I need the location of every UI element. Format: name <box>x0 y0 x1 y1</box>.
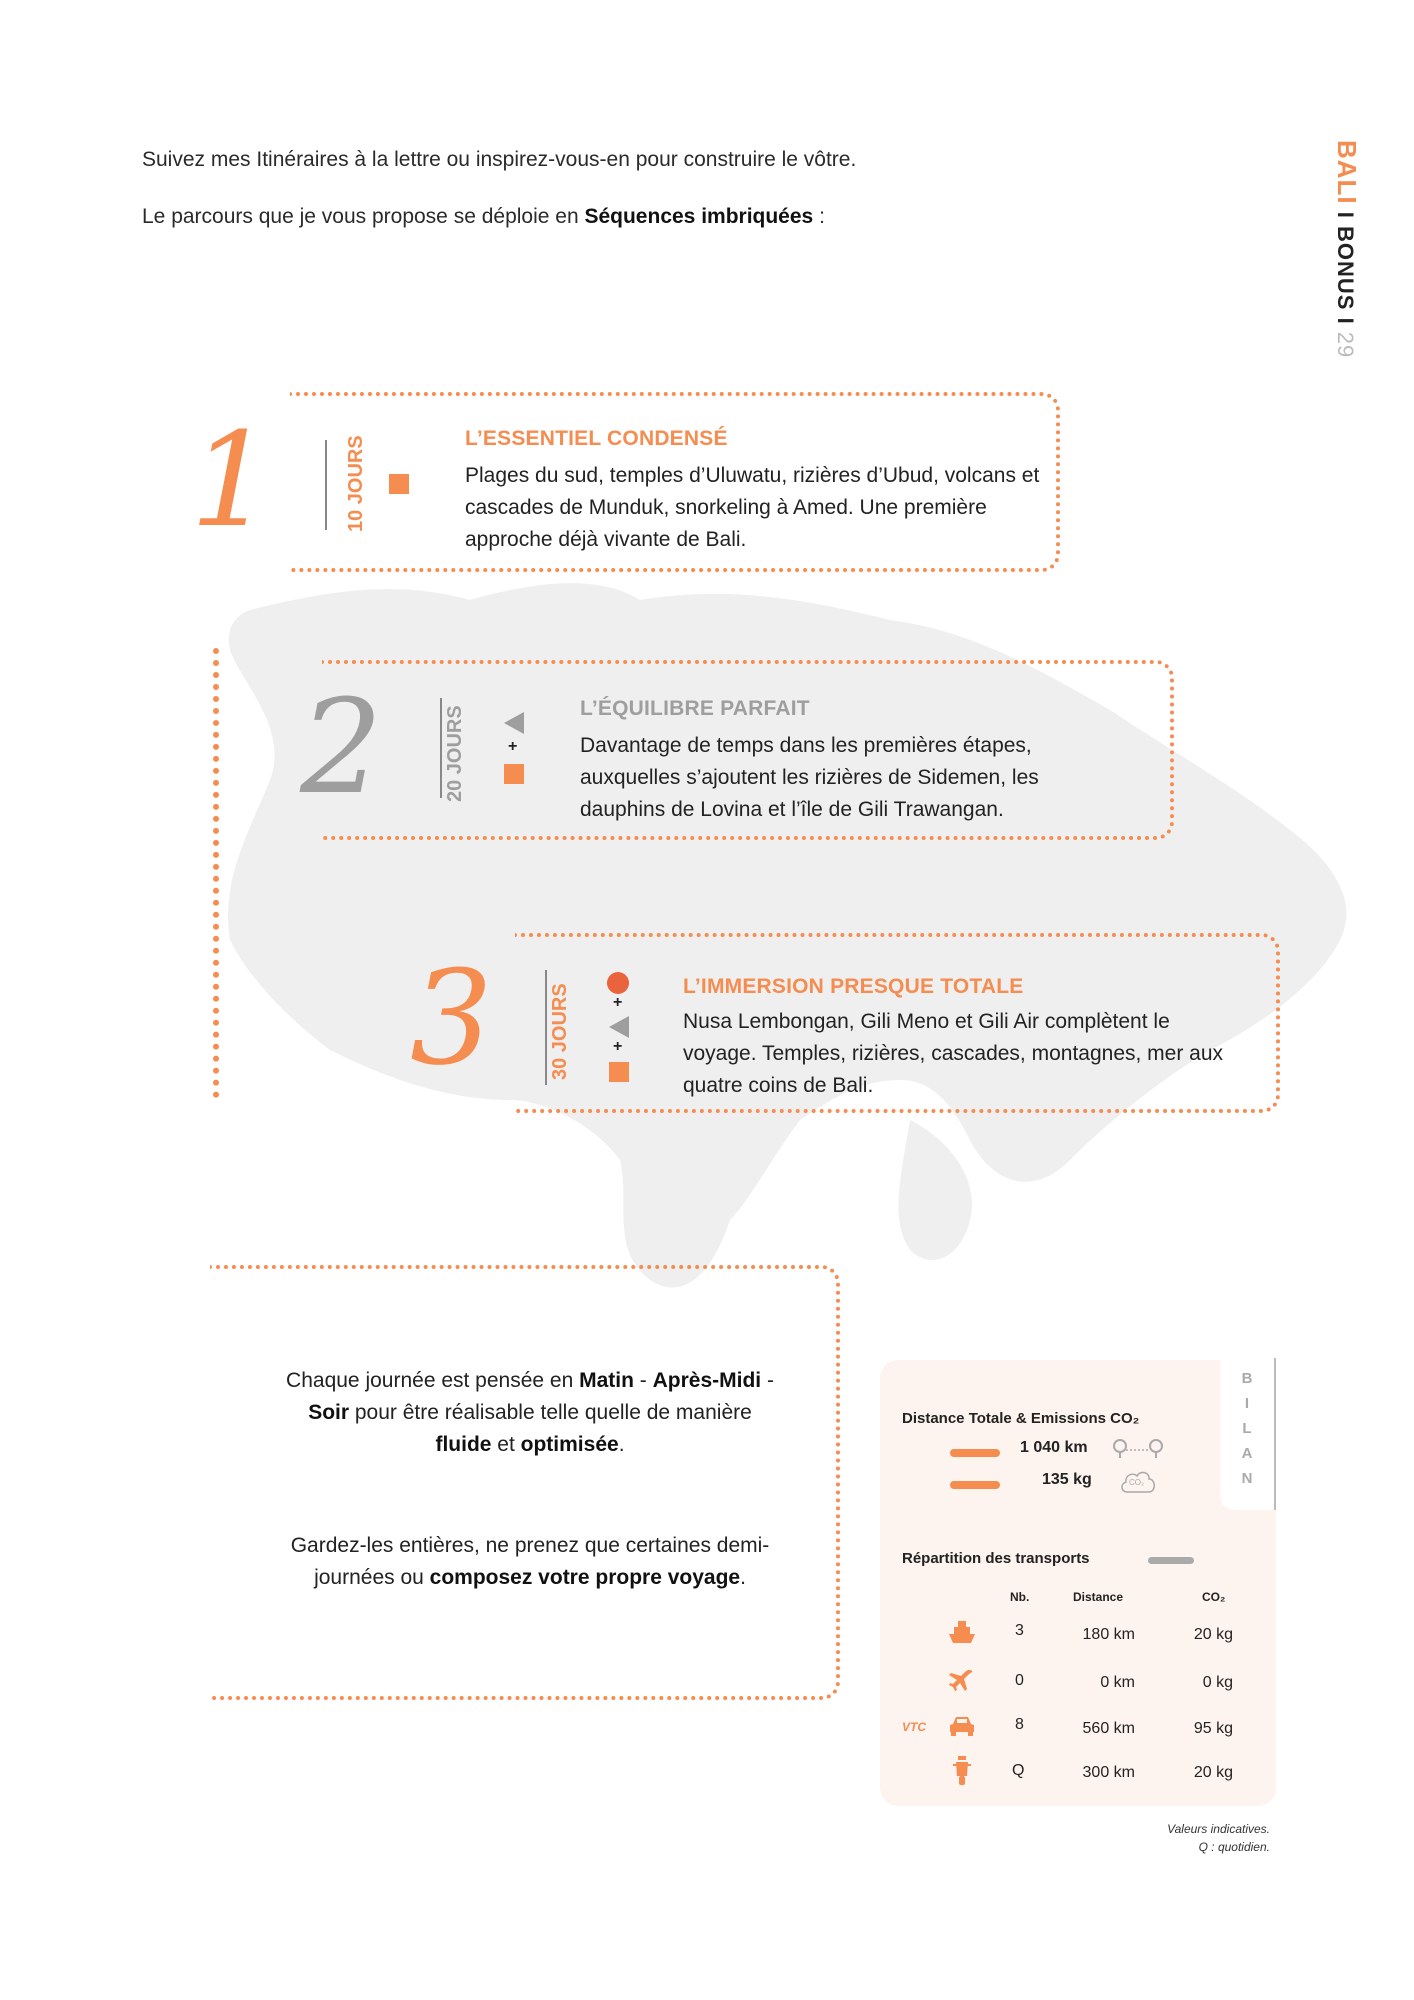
row-scooter-co2: 20 kg <box>1193 1764 1233 1781</box>
section-label: I BONUS I <box>1333 204 1358 332</box>
row-scooter-nb: Q <box>1012 1762 1025 1779</box>
transport-heading: Répartition des transports <box>902 1550 1090 1567</box>
bilan-tab: B I L A N <box>1220 1358 1276 1510</box>
col-distance: Distance <box>1073 1590 1124 1604</box>
day-info-paragraph-1: Chaque journée est pensée en Matin - Après-Midi - Soir pour être réalisable telle quelle de manière fluide et optimisée. <box>286 1369 774 1456</box>
sequence-3-days-col <box>545 970 623 1085</box>
car-icon <box>948 1714 976 1738</box>
sequence-2-days-col <box>440 698 518 802</box>
sequence-2-title: L’ÉQUILIBRE PARFAIT <box>580 697 810 720</box>
route-pin-icon <box>1112 1438 1164 1462</box>
triangle-icon <box>607 1016 629 1038</box>
sequence-1-title: L’ESSENTIEL CONDENSÉ <box>465 427 728 450</box>
row-ferry-distance: 180 km <box>1082 1626 1135 1643</box>
plane-icon <box>948 1668 974 1694</box>
brand-label: BALI <box>1332 140 1362 205</box>
sequence-1-text: Plages du sud, temples d’Uluwatu, rizières d’Ubud, volcans et cascades de Munduk, snorkeling à Amed. Une première approche déjà vivante de Bali. <box>465 464 1040 551</box>
row-plane-co2: 0 kg <box>1202 1674 1233 1691</box>
sequence-1-days: 10 JOURS <box>345 435 367 532</box>
note-quotidien: Q : quotidien. <box>1198 1840 1270 1854</box>
row-car-co2: 95 kg <box>1193 1720 1233 1737</box>
circle-icon <box>607 972 629 994</box>
day-info-paragraph-2: Gardez-les entières, ne prenez que certaines demi-journées ou composez votre propre voyage. <box>290 1534 770 1589</box>
note-indicative: Valeurs indicatives. <box>1167 1822 1270 1836</box>
sequence-1-number: 1 <box>190 404 273 556</box>
row-plane-nb: 0 <box>1015 1672 1024 1689</box>
row-ferry-co2: 20 kg <box>1193 1626 1233 1643</box>
totals-heading: Distance Totale & Emissions CO₂ <box>902 1410 1140 1427</box>
row-car-label: VTC <box>902 1720 926 1734</box>
sequence-3-text: Nusa Lembongan, Gili Meno et Gili Air complètent le voyage. Temples, rizières, cascades, montagnes, mer aux quatre coins de Bali. <box>683 1010 1224 1097</box>
square-icon <box>504 764 524 784</box>
plus-sign: + <box>508 738 518 755</box>
sequence-3-number: 3 <box>410 942 493 1094</box>
total-co2: 135 kg <box>1042 1471 1092 1488</box>
transport-pill <box>1148 1557 1194 1564</box>
co2-pill <box>950 1481 1000 1489</box>
sequence-2-text: Davantage de temps dans les premières étapes, auxquelles s’ajoutent les rizières de Sidemen, les dauphins de Lovina et l’île de Gili Trawangan. <box>580 734 1039 821</box>
sequence-2-days: 20 JOURS <box>444 705 466 802</box>
page-header-tab <box>1318 140 1378 359</box>
square-icon <box>389 474 409 494</box>
page-number: 29 <box>1333 331 1358 359</box>
day-info-box <box>210 1265 840 1700</box>
ferry-icon <box>948 1620 976 1646</box>
plus-sign: + <box>613 994 623 1011</box>
intro-bold: Séquences imbriquées <box>584 205 814 228</box>
distance-pill <box>950 1449 1000 1457</box>
plus-sign: + <box>613 1038 623 1055</box>
col-co2: CO₂ <box>1202 1590 1226 1604</box>
sequence-3-days: 30 JOURS <box>549 983 571 1080</box>
row-ferry-nb: 3 <box>1015 1622 1024 1639</box>
row-scooter-distance: 300 km <box>1082 1764 1135 1781</box>
total-distance: 1 040 km <box>1020 1439 1088 1456</box>
intro-line-1: Suivez mes Itinéraires à la lettre ou inspirez-vous-en pour construire le vôtre. <box>142 148 857 171</box>
sequence-connector-line <box>213 648 219 1098</box>
row-plane-distance: 0 km <box>1100 1674 1135 1691</box>
row-car-nb: 8 <box>1015 1716 1024 1733</box>
co2-cloud-icon: CO₂ <box>1118 1466 1158 1494</box>
col-nb: Nb. <box>1010 1590 1030 1604</box>
sequence-3-title: L’IMMERSION PRESQUE TOTALE <box>683 975 1024 998</box>
sequence-2-number: 2 <box>300 671 383 823</box>
square-icon <box>609 1062 629 1082</box>
intro-line-2: Le parcours que je vous propose se déploie en Séquences imbriquées : <box>142 205 825 228</box>
row-car-distance: 560 km <box>1082 1720 1135 1737</box>
sequence-1-days-col <box>325 435 395 532</box>
scooter-icon <box>952 1756 972 1786</box>
triangle-icon <box>502 712 524 734</box>
